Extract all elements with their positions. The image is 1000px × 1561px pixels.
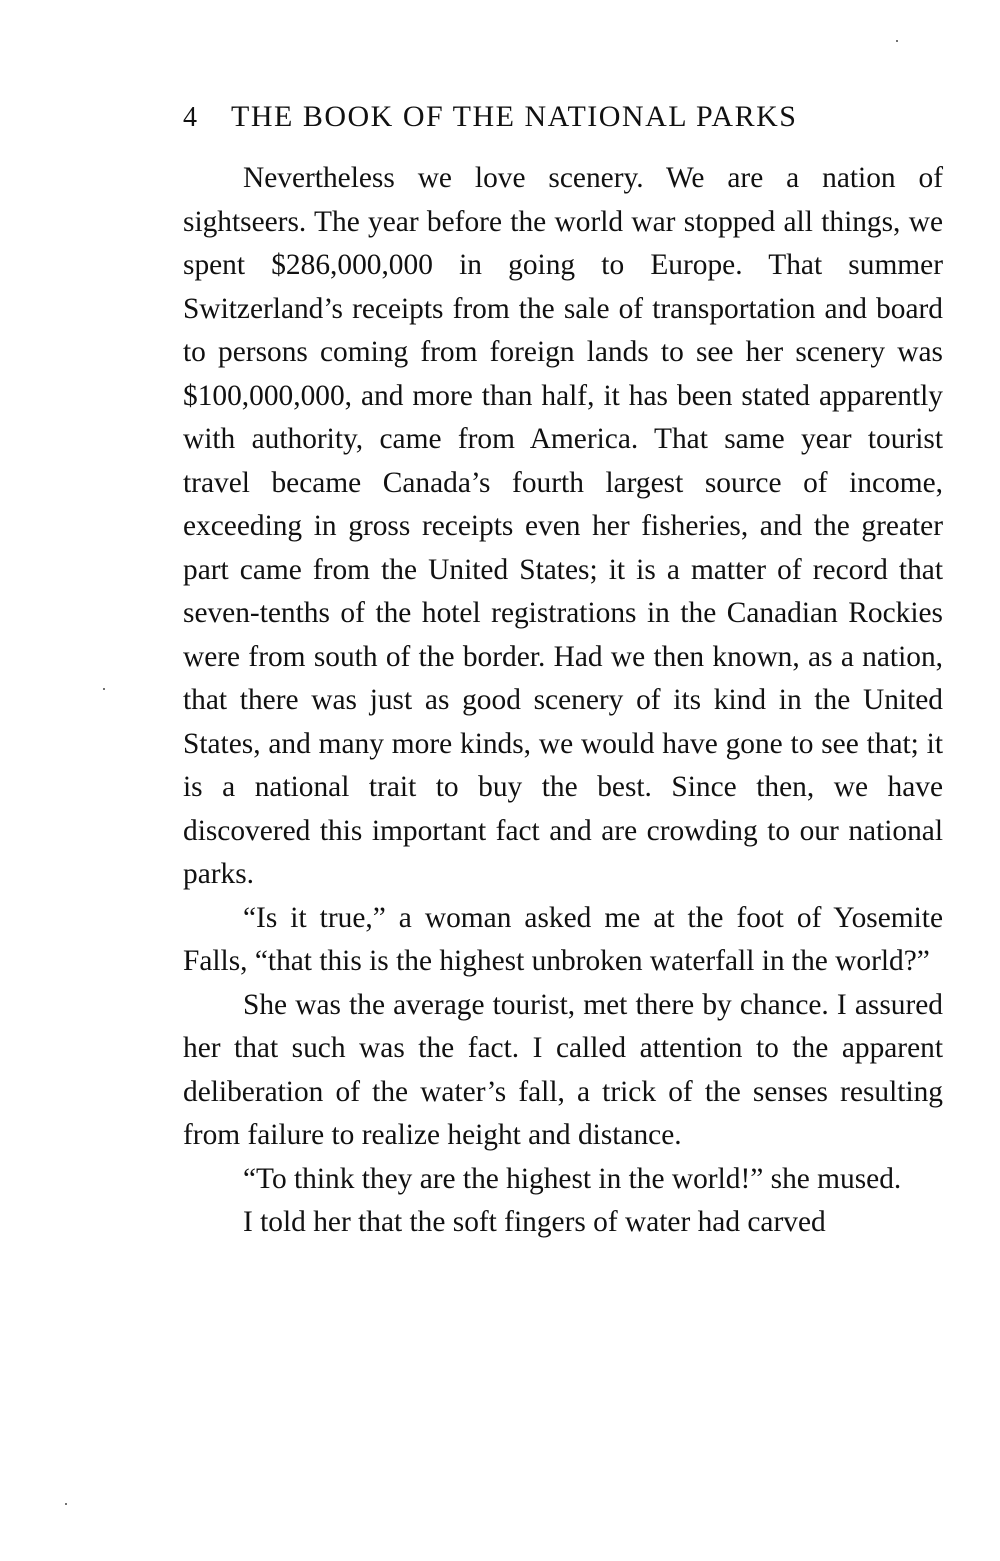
scan-speck xyxy=(896,40,898,42)
paragraph-woman-question: “Is it true,” a woman asked me at the foot of Yosemite Falls, “that this is the highest unbroken waterfall in the world?” xyxy=(183,901,943,977)
paragraph-average-tourist: She was the average tourist, met there by chance. I assured her that such was the fact. I called attention to the apparent deliberation of the water’s fall, a trick of the senses resulting from failure to realize height and distance. xyxy=(183,988,943,1151)
page-number: 4 xyxy=(183,102,199,133)
running-head xyxy=(183,100,918,144)
scan-speck xyxy=(103,688,105,690)
body-text xyxy=(183,157,943,1245)
scan-speck xyxy=(65,1503,67,1505)
paragraph-tourism-spending: Nevertheless we love scenery. We are a nation of sightseers. The year before the world war stopped all things, we spent $286,000,000 in going to Europe. That summer Switzerland’s receipts from the sale of transportation and board to persons coming from foreign lands to see her scenery was $100,000,000, and more than half, it has been stated apparently with authority, came from America. That same year tourist travel became Canada’s fourth largest source of income, exceeding in gross receipts even her fisheries, and the greater part came from the United States; it is a matter of record that seven-tenths of the hotel registrations in the Canadian Rockies were from south of the border. Had we then known, as a nation, that there was just as good scenery of its kind in the United States, and many more kinds, we would have gone to see that; it is a national trait to buy the best. Since then, we have discovered this important fact and are crowding to our national parks. xyxy=(183,162,943,890)
paragraph-soft-fingers: I told her that the soft fingers of water had carved xyxy=(243,1206,826,1238)
running-title: THE BOOK OF THE NATIONAL PARKS xyxy=(231,100,798,133)
paragraph-she-mused: “To think they are the highest in the world!” she mused. xyxy=(243,1162,902,1195)
